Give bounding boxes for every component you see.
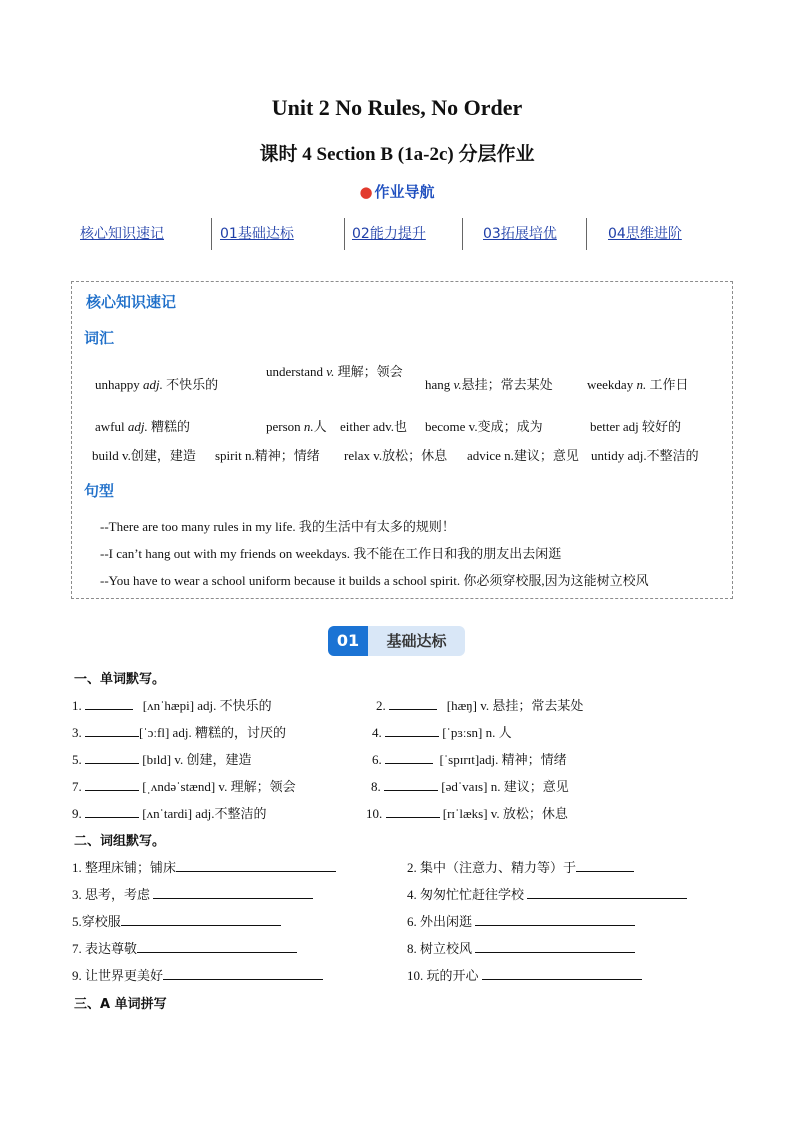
nav-tab-thinking[interactable]: 04思维进阶 (608, 226, 682, 242)
vocab-entry: unhappy adj. 不快乐的 (95, 377, 219, 392)
spelling-item: 7. [ˌʌndəˈstænd] v. 理解；领会 (72, 779, 296, 794)
nav-tab-extension[interactable]: 03拓展培优 (483, 226, 557, 242)
sentence-heading: 句型 (84, 482, 115, 500)
answer-blank[interactable] (153, 886, 313, 899)
spelling-item: 3. [ˈɔːfl] adj. 糟糕的，讨厌的 (72, 725, 286, 740)
vocab-entry: untidy adj.不整洁的 (591, 448, 699, 463)
answer-blank[interactable] (176, 859, 336, 872)
part3-heading: 三、A 单词拼写 (74, 997, 167, 1012)
spelling-item: 10. [rɪˈlæks] v. 放松；休息 (366, 806, 568, 821)
phrase-item: 1. 整理床铺；铺床 (72, 857, 336, 876)
sentence-pattern: --There are too many rules in my life. 我的生活中有太多的规则！ (100, 519, 455, 534)
vocab-entry: weekday n. 工作日 (587, 377, 689, 392)
vocab-entry: understand v. 理解；领会 (266, 364, 403, 379)
location-pin-icon: ● (359, 183, 373, 201)
nav-divider (462, 218, 463, 250)
vocab-entry: build v.创建，建造 (92, 448, 196, 463)
spelling-item: 9. [ʌnˈtardi] adj.不整洁的 (72, 806, 267, 821)
phrase-item: 5.穿校服 (72, 911, 281, 930)
phrase-item: 4. 匆匆忙忙赶往学校 (407, 884, 687, 903)
nav-tab-basic[interactable]: 01基础达标 (220, 226, 294, 242)
phrase-item: 6. 外出闲逛 (407, 911, 635, 930)
nav-tab-core-knowledge[interactable]: 核心知识速记 (80, 226, 164, 242)
phrase-item: 2. 集中（注意力、精力等）于 (407, 857, 634, 876)
answer-blank[interactable] (85, 805, 139, 818)
spelling-item: 4. [ˈpɜːsn] n. 人 (372, 725, 512, 740)
spelling-item: 2. [hæŋ] v. 悬挂；常去某处 (376, 698, 584, 713)
answer-blank[interactable] (85, 697, 133, 710)
part2-heading: 二、词组默写。 (74, 834, 166, 849)
answer-blank[interactable] (121, 913, 281, 926)
phrase-item: 10. 玩的开心 (407, 965, 642, 984)
vocab-entry: either adv.也 (340, 419, 408, 434)
homework-nav-heading (0, 181, 794, 202)
answer-blank[interactable] (576, 859, 634, 872)
vocab-entry: better adj 较好的 (590, 419, 681, 434)
phrase-item: 7. 表达尊敬 (72, 938, 297, 957)
nav-divider (344, 218, 345, 250)
answer-blank[interactable] (85, 751, 139, 764)
part1-heading: 一、单词默写。 (74, 672, 166, 687)
answer-blank[interactable] (85, 778, 139, 791)
answer-blank[interactable] (384, 778, 438, 791)
page-title: Unit 2 No Rules, No Order (271, 95, 523, 120)
spelling-item: 8. [ədˈvaɪs] n. 建议；意见 (371, 779, 569, 794)
phrase-item: 9. 让世界更美好 (72, 965, 323, 984)
nav-divider (586, 218, 587, 250)
vocab-entry: advice n.建议；意见 (467, 448, 579, 463)
vocab-heading: 词汇 (84, 329, 115, 347)
answer-blank[interactable] (527, 886, 687, 899)
phrase-item: 8. 树立校风 (407, 938, 635, 957)
nav-heading-label: 作业导航 (374, 183, 435, 201)
answer-blank[interactable] (482, 967, 642, 980)
homework-nav-bar (66, 218, 726, 250)
vocab-entry: person n.人 (266, 419, 327, 434)
spelling-item: 6. [ˈspɪrɪt]adj. 精神；情绪 (372, 752, 567, 767)
vocab-entry: awful adj. 糟糕的 (95, 419, 190, 434)
answer-blank[interactable] (385, 751, 433, 764)
spelling-item: 1. [ʌnˈhæpi] adj. 不快乐的 (72, 698, 272, 713)
section-01-badge (328, 626, 465, 656)
vocab-entry: spirit n.精神；情绪 (215, 448, 320, 463)
answer-blank[interactable] (163, 967, 323, 980)
core-knowledge-heading: 核心知识速记 (86, 293, 177, 311)
section-label: 基础达标 (368, 626, 465, 656)
vocab-entry: relax v.放松；休息 (344, 448, 448, 463)
sentence-pattern: --You have to wear a school uniform because it builds a school spirit. 你必须穿校服,因为这能树立校风 (100, 573, 649, 588)
page-subtitle: 课时 4 Section B (1a-2c) 分层作业 (259, 144, 535, 165)
answer-blank[interactable] (475, 913, 635, 926)
spelling-item: 5. [bɪld] v. 创建，建造 (72, 752, 252, 767)
answer-blank[interactable] (389, 697, 437, 710)
answer-blank[interactable] (386, 805, 440, 818)
vocab-entry: hang v.悬挂；常去某处 (425, 377, 553, 392)
nav-tab-ability[interactable]: 02能力提升 (352, 226, 426, 242)
phrase-item: 3. 思考，考虑 (72, 884, 313, 903)
sentence-pattern: --I can’t hang out with my friends on weekdays. 我不能在工作日和我的朋友出去闲逛 (100, 546, 562, 561)
answer-blank[interactable] (137, 940, 297, 953)
section-number: 01 (328, 626, 368, 656)
answer-blank[interactable] (475, 940, 635, 953)
nav-divider (211, 218, 212, 250)
answer-blank[interactable] (385, 724, 439, 737)
vocab-entry: become v.变成；成为 (425, 419, 543, 434)
answer-blank[interactable] (85, 724, 139, 737)
